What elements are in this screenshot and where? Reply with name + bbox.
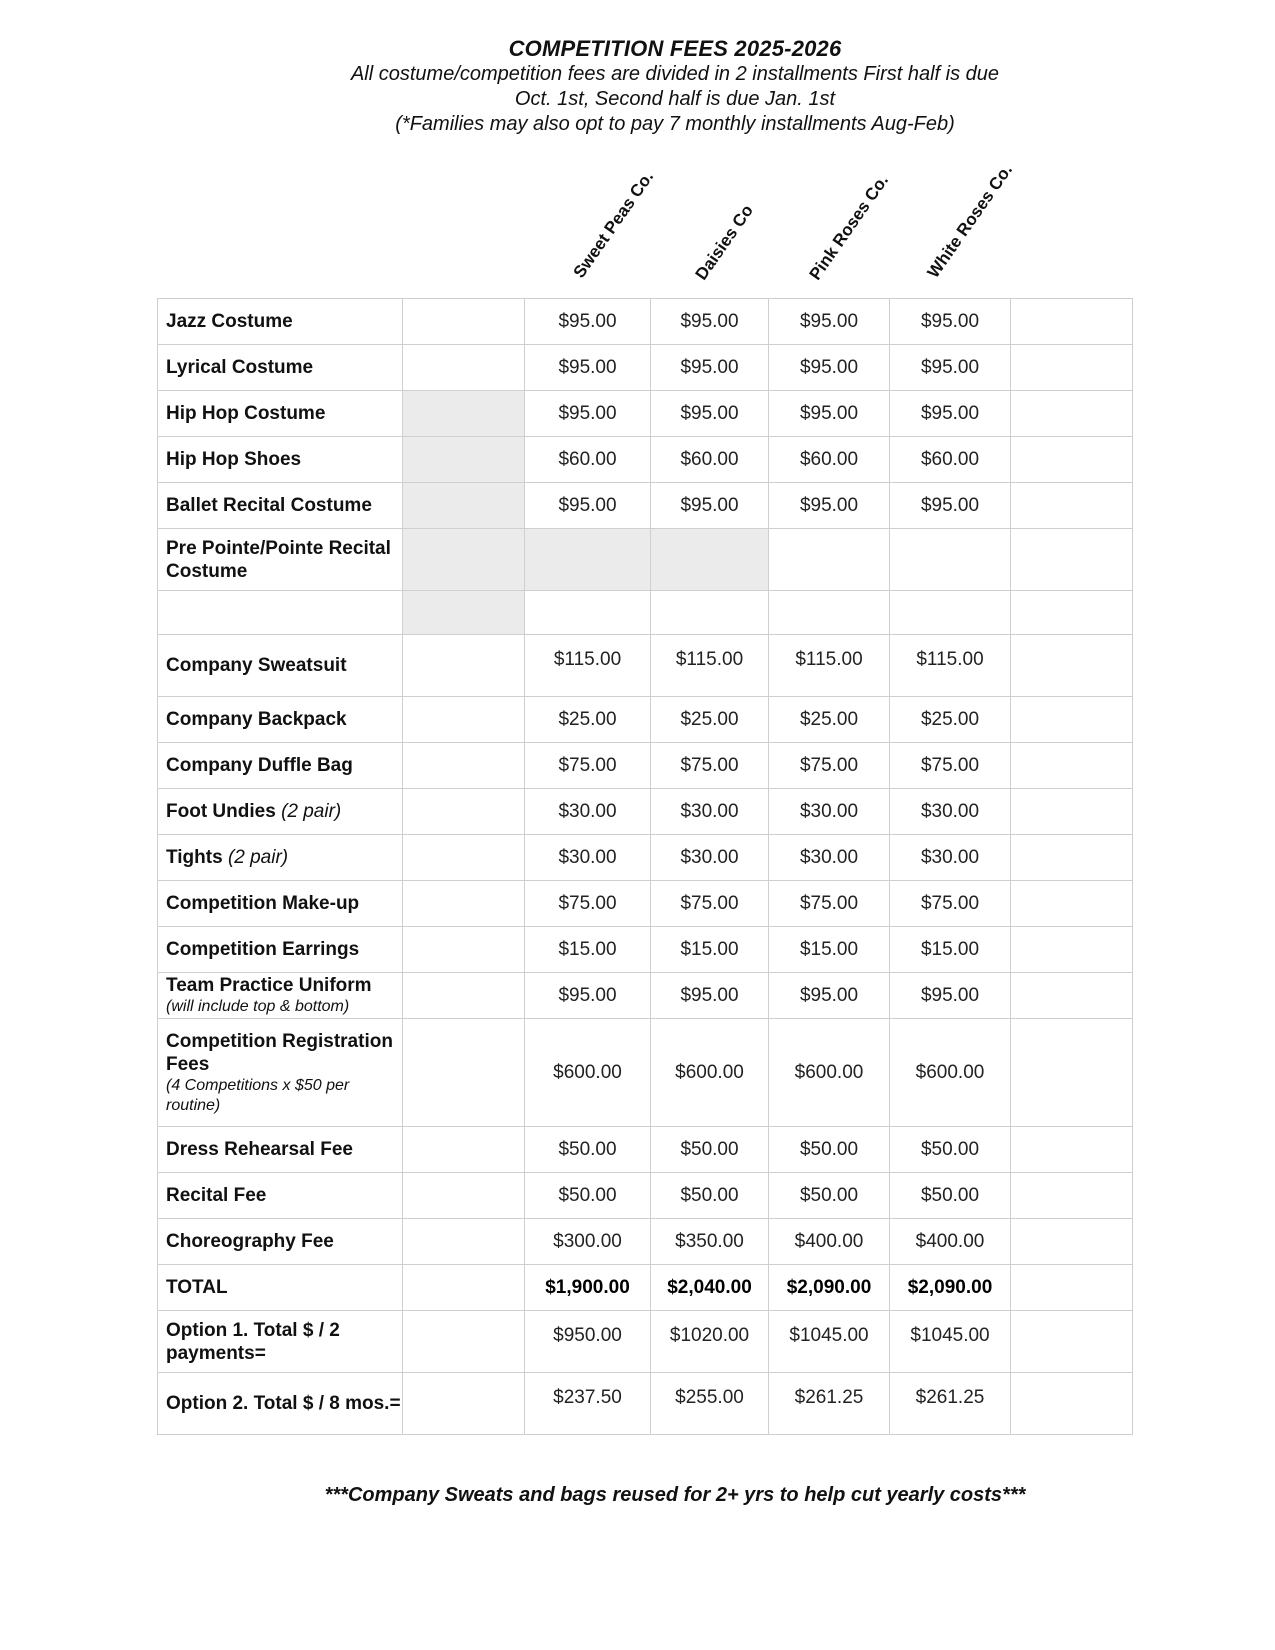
blank-cell [1011, 927, 1133, 973]
column-header-white-roses: White Roses Co. [923, 160, 1017, 282]
row-label-note: (2 pair) [281, 801, 342, 822]
row-label-text: TOTAL [166, 1277, 228, 1298]
fee-cell: $115.00 [890, 635, 1011, 697]
fee-cell: $95.00 [651, 483, 769, 529]
blank-cell [1011, 1127, 1133, 1173]
fee-cell: $30.00 [651, 835, 769, 881]
fee-cell: $115.00 [525, 635, 651, 697]
fee-cell: $950.00 [525, 1311, 651, 1373]
fee-cell: $30.00 [890, 835, 1011, 881]
blank-cell [403, 973, 525, 1019]
fee-cell: $50.00 [651, 1127, 769, 1173]
blank-cell [403, 835, 525, 881]
fee-cell: $30.00 [525, 789, 651, 835]
row-label [158, 835, 403, 881]
row-label [158, 1127, 403, 1173]
fee-cell: $30.00 [769, 789, 890, 835]
row-label-note: (4 Competitions x $50 per routine) [166, 1076, 350, 1114]
fee-cell: $95.00 [769, 483, 890, 529]
table-row [158, 299, 1133, 345]
blank-cell [403, 1173, 525, 1219]
fee-cell [525, 591, 651, 635]
fee-cell: $1020.00 [651, 1311, 769, 1373]
fee-cell: $50.00 [651, 1173, 769, 1219]
fee-cell: $600.00 [769, 1019, 890, 1127]
row-label-text: Hip Hop Shoes [166, 449, 302, 470]
fee-cell: $50.00 [890, 1127, 1011, 1173]
fee-cell: $95.00 [525, 973, 651, 1019]
table-row [158, 1311, 1133, 1373]
row-label [158, 299, 403, 345]
row-label-text: Team Practice Uniform [166, 975, 372, 996]
fee-cell: $15.00 [890, 927, 1011, 973]
blank-cell [1011, 591, 1133, 635]
row-label-text: Company Backpack [166, 709, 347, 730]
table-row [158, 635, 1133, 697]
blank-cell [403, 697, 525, 743]
fee-cell: $261.25 [890, 1373, 1011, 1435]
row-label-text: Competition Make-up [166, 893, 360, 914]
blank-cell [403, 1373, 525, 1435]
fee-cell: $25.00 [525, 697, 651, 743]
table-row [158, 927, 1133, 973]
table-row [158, 1373, 1133, 1435]
row-label-note: (2 pair) [227, 847, 289, 868]
fee-cell: $50.00 [525, 1127, 651, 1173]
blank-cell [1011, 789, 1133, 835]
table-row [158, 391, 1133, 437]
column-header-sweet-peas: Sweet Peas Co. [569, 167, 658, 282]
row-label [158, 635, 403, 697]
fee-cell: $95.00 [890, 345, 1011, 391]
blank-cell [1011, 1311, 1133, 1373]
fee-cell [651, 591, 769, 635]
fee-cell: $95.00 [769, 345, 890, 391]
row-label [158, 437, 403, 483]
fee-cell: $50.00 [769, 1173, 890, 1219]
row-label-text: Lyrical Costume [166, 357, 314, 378]
blank-cell [403, 1219, 525, 1265]
fee-cell: $75.00 [651, 743, 769, 789]
row-label-text: Competition Earrings [166, 939, 360, 960]
blank-cell [1011, 1019, 1133, 1127]
row-label [158, 789, 403, 835]
row-label [158, 1265, 403, 1311]
fee-cell: $50.00 [769, 1127, 890, 1173]
table-row [158, 743, 1133, 789]
table-row [158, 1173, 1133, 1219]
row-label [158, 1219, 403, 1265]
fee-cell: $25.00 [651, 697, 769, 743]
fee-cell: $60.00 [890, 437, 1011, 483]
blank-cell [1011, 973, 1133, 1019]
blank-cell [1011, 1219, 1133, 1265]
blank-cell [403, 1019, 525, 1127]
fee-cell: $95.00 [651, 299, 769, 345]
fee-cell: $95.00 [890, 483, 1011, 529]
fee-cell: $15.00 [651, 927, 769, 973]
fee-cell: $95.00 [651, 391, 769, 437]
fee-cell: $1045.00 [769, 1311, 890, 1373]
fee-cell: $60.00 [525, 437, 651, 483]
fee-cell: $75.00 [769, 743, 890, 789]
table-row [158, 881, 1133, 927]
column-header-daisies: Daisies Co [691, 201, 758, 284]
fee-cell: $75.00 [890, 743, 1011, 789]
row-label-text: Company Sweatsuit [166, 655, 347, 676]
blank-cell [1011, 299, 1133, 345]
fee-cell: $25.00 [769, 697, 890, 743]
table-row [158, 1127, 1133, 1173]
fee-cell: $1045.00 [890, 1311, 1011, 1373]
row-label [158, 697, 403, 743]
blank-cell [1011, 345, 1133, 391]
fee-cell: $60.00 [651, 437, 769, 483]
fee-cell: $95.00 [890, 299, 1011, 345]
row-label-text: Ballet Recital Costume [166, 495, 372, 516]
row-label [158, 591, 403, 635]
blank-cell [1011, 437, 1133, 483]
fee-cell [890, 529, 1011, 591]
fee-cell: $115.00 [651, 635, 769, 697]
row-label [158, 881, 403, 927]
blank-cell [403, 743, 525, 789]
row-label-text: Recital Fee [166, 1185, 267, 1206]
table-row [158, 591, 1133, 635]
fee-cell: $600.00 [651, 1019, 769, 1127]
fee-cell: $50.00 [890, 1173, 1011, 1219]
fee-cell: $75.00 [769, 881, 890, 927]
blank-cell [1011, 635, 1133, 697]
fee-cell: $50.00 [525, 1173, 651, 1219]
fee-cell: $95.00 [525, 391, 651, 437]
blank-cell [403, 391, 525, 437]
blank-cell [403, 635, 525, 697]
fee-cell: $1,900.00 [525, 1265, 651, 1311]
fee-cell: $95.00 [525, 299, 651, 345]
fee-cell: $261.25 [769, 1373, 890, 1435]
fee-cell: $237.50 [525, 1373, 651, 1435]
row-label-text: Choreography Fee [166, 1231, 334, 1252]
fee-cell: $95.00 [525, 483, 651, 529]
row-label-note: (will include top & bottom) [166, 998, 350, 1015]
blank-cell [403, 1311, 525, 1373]
fee-cell: $30.00 [651, 789, 769, 835]
fee-cell: $95.00 [769, 973, 890, 1019]
row-label [158, 529, 403, 591]
blank-cell [403, 529, 525, 591]
fee-cell: $60.00 [769, 437, 890, 483]
fee-cell [525, 529, 651, 591]
blank-cell [403, 927, 525, 973]
blank-cell [1011, 1373, 1133, 1435]
fee-cell: $75.00 [651, 881, 769, 927]
table-row [158, 345, 1133, 391]
blank-cell [1011, 391, 1133, 437]
fee-cell: $600.00 [525, 1019, 651, 1127]
fee-cell: $400.00 [769, 1219, 890, 1265]
row-label-text: Foot Undies [166, 801, 276, 822]
blank-cell [403, 789, 525, 835]
blank-cell [1011, 529, 1133, 591]
row-label [158, 391, 403, 437]
row-label-text: Tights [166, 847, 223, 868]
table-row [158, 789, 1133, 835]
table-row [158, 483, 1133, 529]
blank-cell [1011, 697, 1133, 743]
row-label-text: Dress Rehearsal Fee [166, 1139, 353, 1160]
blank-cell [1011, 1173, 1133, 1219]
fee-cell: $15.00 [769, 927, 890, 973]
footer-note: ***Company Sweats and bags reused for 2+ yrs to help cut yearly costs*** [324, 1484, 1026, 1506]
fee-cell: $30.00 [525, 835, 651, 881]
row-label [158, 743, 403, 789]
installment-note-line-1: All costume/competition fees are divided in 2 installments First half is due [350, 63, 1000, 85]
blank-cell [403, 483, 525, 529]
row-label [158, 1173, 403, 1219]
fee-cell: $255.00 [651, 1373, 769, 1435]
fee-cell: $30.00 [890, 789, 1011, 835]
fees-table [157, 298, 1133, 1435]
row-label-text: Pre Pointe/Pointe Recital Costume [166, 537, 391, 582]
fee-cell: $75.00 [890, 881, 1011, 927]
blank-cell [403, 345, 525, 391]
fee-cell [890, 591, 1011, 635]
installment-note-line-2: Oct. 1st, Second half is due Jan. 1st [514, 88, 836, 110]
fee-cell: $15.00 [525, 927, 651, 973]
row-label [158, 1373, 403, 1435]
blank-cell [403, 299, 525, 345]
table-row [158, 1265, 1133, 1311]
fee-cell: $95.00 [525, 345, 651, 391]
fee-cell: $115.00 [769, 635, 890, 697]
blank-cell [1011, 881, 1133, 927]
row-label [158, 973, 403, 1019]
blank-cell [1011, 1265, 1133, 1311]
fee-cell: $300.00 [525, 1219, 651, 1265]
row-label-text: Hip Hop Costume [166, 403, 326, 424]
blank-cell [403, 881, 525, 927]
row-label-text: Competition Registration Fees [166, 1030, 393, 1075]
row-label [158, 1311, 403, 1373]
row-label [158, 345, 403, 391]
fee-cell: $95.00 [769, 299, 890, 345]
blank-cell [403, 1265, 525, 1311]
fee-cell: $600.00 [890, 1019, 1011, 1127]
blank-cell [403, 591, 525, 635]
fee-cell: $30.00 [769, 835, 890, 881]
page-title: COMPETITION FEES 2025-2026 [508, 36, 842, 61]
table-row [158, 529, 1133, 591]
fee-cell: $75.00 [525, 743, 651, 789]
row-label-text: Company Duffle Bag [166, 755, 353, 776]
fee-cell [651, 529, 769, 591]
column-header-pink-roses: Pink Roses Co. [805, 171, 893, 284]
row-label-text: Option 2. Total $ / 8 mos.= [166, 1393, 401, 1414]
table-row [158, 697, 1133, 743]
fee-cell: $2,040.00 [651, 1265, 769, 1311]
table-row [158, 437, 1133, 483]
fee-cell: $95.00 [890, 973, 1011, 1019]
table-row [158, 835, 1133, 881]
fee-cell: $95.00 [769, 391, 890, 437]
fee-cell: $350.00 [651, 1219, 769, 1265]
blank-cell [403, 437, 525, 483]
document-header [0, 36, 1275, 137]
row-label [158, 483, 403, 529]
fee-cell: $95.00 [890, 391, 1011, 437]
fee-cell: $75.00 [525, 881, 651, 927]
blank-cell [1011, 835, 1133, 881]
table-row [158, 1219, 1133, 1265]
fee-cell [769, 591, 890, 635]
blank-cell [1011, 483, 1133, 529]
row-label-text: Jazz Costume [166, 311, 293, 332]
blank-cell [1011, 743, 1133, 789]
row-label [158, 927, 403, 973]
blank-cell [403, 1127, 525, 1173]
table-row [158, 973, 1133, 1019]
fee-cell: $95.00 [651, 973, 769, 1019]
fee-cell: $400.00 [890, 1219, 1011, 1265]
fee-cell: $25.00 [890, 697, 1011, 743]
fee-cell [769, 529, 890, 591]
fee-cell: $95.00 [651, 345, 769, 391]
fee-cell: $2,090.00 [769, 1265, 890, 1311]
fee-cell: $2,090.00 [890, 1265, 1011, 1311]
table-row [158, 1019, 1133, 1127]
row-label-text: Option 1. Total $ / 2 payments= [166, 1319, 340, 1364]
row-label [158, 1019, 403, 1127]
installment-note-line-3: (*Families may also opt to pay 7 monthly installments Aug-Feb) [395, 113, 955, 135]
